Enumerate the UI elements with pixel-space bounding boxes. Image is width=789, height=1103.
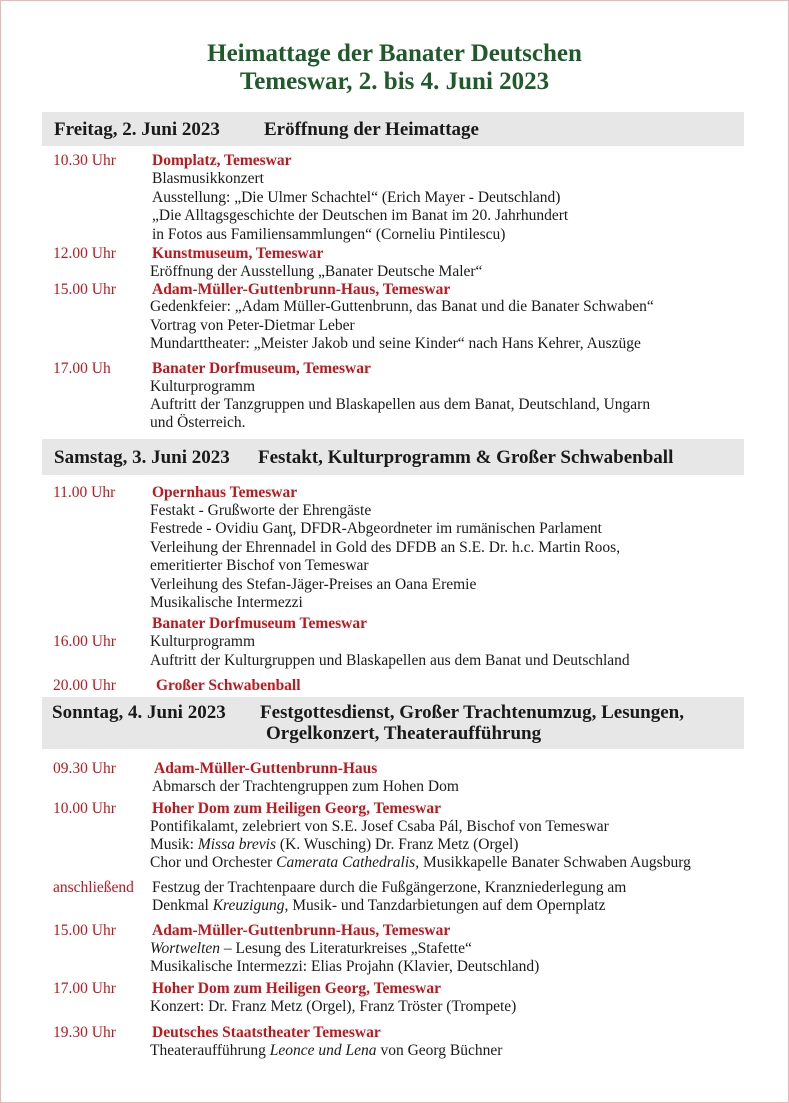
event-line: Festrede - Ovidiu Ganţ, DFDR-Abgeordneter im rumänischen Parlament (150, 520, 602, 537)
event-time: 17.00 Uh (53, 360, 111, 377)
event-line: Blasmusikkonzert (152, 170, 264, 187)
event-venue: Banater Dorfmuseum, Temeswar (152, 360, 371, 377)
event-line: Pontifikalamt, zelebriert von S.E. Josef Csaba Pál, Bischof von Temeswar (150, 818, 609, 835)
event-line: Festakt - Grußworte der Ehrengäste (150, 502, 372, 519)
day-theme: Eröffnung der Heimattage (264, 119, 479, 140)
event-venue: Hoher Dom zum Heiligen Georg, Temeswar (152, 980, 442, 997)
event-venue: Deutsches Staatstheater Temeswar (152, 1024, 381, 1041)
event-line: Auftritt der Kulturgruppen und Blaskapellen aus dem Banat und Deutschland (150, 652, 630, 669)
event-line: Gedenkfeier: „Adam Müller-Guttenbrunn, das Banat und die Banater Schwaben“ (150, 298, 654, 315)
event-line: Eröffnung der Ausstellung „Banater Deutsche Maler“ (150, 263, 483, 280)
event-line: Vortrag von Peter-Dietmar Leber (150, 317, 355, 334)
event-line: Denkmal Kreuzigung, Musik- und Tanzdarbietungen auf dem Opernplatz (152, 897, 606, 914)
event-time: 16.00 Uhr (53, 633, 116, 650)
event-line: Musik: Missa brevis (K. Wusching) Dr. Franz Metz (Orgel) (150, 836, 519, 853)
event-line: Verleihung des Stefan-Jäger-Preises an Oana Eremie (150, 576, 477, 593)
page-title: Heimattage der Banater Deutschen (207, 40, 582, 67)
event-line: Kulturprogramm (150, 633, 256, 650)
event-time: 10.00 Uhr (53, 800, 116, 817)
event-time: 17.00 Uhr (53, 980, 116, 997)
event-line: Auftritt der Tanzgruppen und Blaskapellen aus dem Banat, Deutschland, Ungarn (150, 396, 651, 413)
event-venue: Adam-Müller-Guttenbrunn-Haus, Temeswar (152, 922, 451, 939)
event-line: Abmarsch der Trachtengruppen zum Hohen Dom (152, 778, 459, 795)
event-time: 20.00 Uhr (53, 677, 116, 694)
event-line: emeritierter Bischof von Temeswar (150, 557, 369, 574)
event-time: 09.30 Uhr (53, 760, 116, 777)
event-venue: Adam-Müller-Guttenbrunn-Haus (154, 760, 378, 777)
event-line: Chor und Orchester Camerata Cathedralis, Musikkapelle Banater Schwaben Augsburg (150, 854, 691, 871)
event-line: Konzert: Dr. Franz Metz (Orgel), Franz Tröster (Trompete) (150, 998, 517, 1015)
event-line: Wortwelten – Lesung des Literaturkreises „Stafette“ (150, 940, 472, 957)
event-line: Kulturprogramm (150, 378, 256, 395)
event-time: 15.00 Uhr (53, 281, 116, 298)
event-line: Musikalische Intermezzi: Elias Projahn (Klavier, Deutschland) (150, 958, 540, 975)
event-line: Musikalische Intermezzi (150, 594, 303, 611)
day-date: Sonntag, 4. Juni 2023 (52, 702, 226, 723)
page-subtitle: Temeswar, 2. bis 4. Juni 2023 (239, 68, 550, 95)
event-venue: Banater Dorfmuseum Temeswar (152, 615, 367, 632)
day-theme: Festakt, Kulturprogramm & Großer Schwabenball (258, 447, 674, 468)
event-time: 12.00 Uhr (53, 245, 116, 262)
day-header-saturday (42, 439, 744, 475)
event-line: Verleihung der Ehrennadel in Gold des DFDB an S.E. Dr. h.c. Martin Roos, (150, 539, 621, 556)
event-venue: Adam-Müller-Guttenbrunn-Haus, Temeswar (152, 281, 451, 298)
event-line: und Österreich. (150, 414, 246, 431)
event-venue: Opernhaus Temeswar (152, 484, 298, 501)
event-line: in Fotos aus Familiensammlungen“ (Corneliu Pintilescu) (152, 226, 506, 243)
day-date: Freitag, 2. Juni 2023 (54, 119, 220, 140)
day-theme: Orgelkonzert, Theateraufführung (266, 723, 542, 744)
event-venue: Domplatz, Temeswar (152, 152, 292, 169)
event-time: 11.00 Uhr (53, 484, 116, 501)
event-time: 10.30 Uhr (53, 152, 116, 169)
event-line: Theateraufführung Leonce und Lena von Georg Büchner (150, 1042, 503, 1059)
event-venue: Kunstmuseum, Temeswar (152, 245, 324, 262)
event-line: Ausstellung: „Die Ulmer Schachtel“ (Erich Mayer - Deutschland) (152, 189, 561, 206)
event-line: Festzug der Trachtenpaare durch die Fußgängerzone, Kranzniederlegung am (152, 879, 627, 896)
event-line: „Die Alltagsgeschichte der Deutschen im Banat im 20. Jahrhundert (152, 207, 569, 224)
day-header-friday (42, 112, 744, 146)
event-venue: Hoher Dom zum Heiligen Georg, Temeswar (152, 800, 442, 817)
event-venue: Großer Schwabenball (156, 677, 301, 694)
day-header-sunday (42, 697, 744, 749)
event-time: anschließend (53, 879, 134, 896)
day-theme: Festgottesdienst, Großer Trachtenumzug, Lesungen, (260, 702, 684, 723)
event-time: 15.00 Uhr (53, 922, 116, 939)
day-date: Samstag, 3. Juni 2023 (54, 447, 230, 468)
event-line: Mundarttheater: „Meister Jakob und seine Kinder“ nach Hans Kehrer, Auszüge (150, 335, 641, 352)
event-time: 19.30 Uhr (53, 1024, 116, 1041)
